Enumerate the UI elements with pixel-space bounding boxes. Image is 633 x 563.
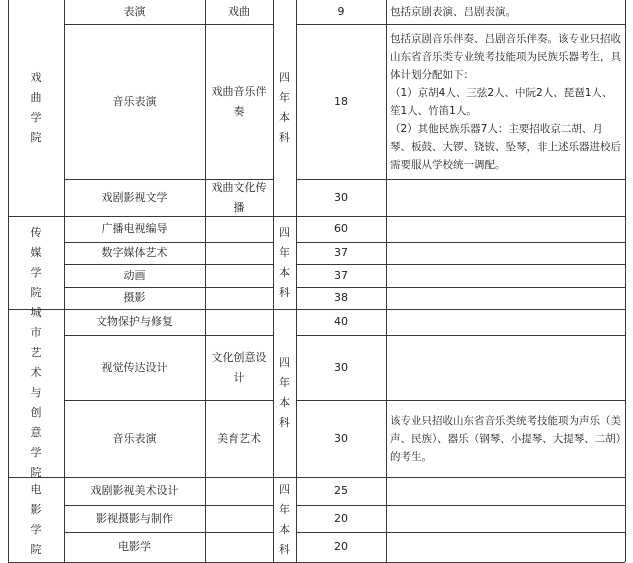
study-duration-char: 四 [279,225,290,239]
college-name-char: 与 [30,386,42,399]
major-cell: 广播电视编导 [101,222,168,235]
remarks-cell [386,309,625,335]
college-name-cell [8,216,64,309]
remarks-cell [386,477,625,505]
study-duration-cell [273,216,296,309]
college-name-char: 传 [30,225,42,239]
remarks-cell [386,532,625,562]
major-cell: 表演 [123,5,146,18]
direction-cell [205,216,273,242]
plan-count-cell: 30 [334,190,348,204]
remarks-cell [386,287,625,309]
plan-count-cell: 9 [337,5,345,18]
college-name-char: 学 [30,522,42,536]
study-duration-cell [273,477,296,562]
remarks-cell [386,24,625,179]
direction-cell: 戏曲 [228,5,250,18]
study-duration-char: 本 [279,522,290,536]
plan-count-cell: 20 [334,540,348,553]
direction-cell [205,532,273,562]
college-name-char: 学 [30,446,42,459]
college-name-char: 术 [30,366,42,379]
major-cell: 数字媒体艺术 [101,246,168,259]
college-name-cell [8,306,64,479]
major-cell: 影视摄影与制作 [96,511,173,525]
plan-count-cell: 30 [334,360,348,374]
study-duration-char: 年 [279,502,290,516]
major-cell: 音乐表演 [112,431,157,445]
direction-cell: 美育艺术 [217,431,261,445]
study-duration-char: 年 [279,376,290,389]
college-name-char: 戏 [30,71,42,84]
major-cell: 动画 [123,268,146,282]
column-rule-6 [625,0,626,562]
direction-cell: 戏曲音乐伴奏 [211,84,267,118]
study-duration-char: 四 [279,356,290,369]
college-name-char: 意 [30,426,42,439]
remarks-cell [386,505,625,532]
major-cell: 电影学 [118,540,151,553]
college-name-char: 媒 [30,245,42,259]
plan-count-cell: 37 [334,246,348,259]
plan-count-cell: 40 [334,315,348,328]
plan-count-cell: 60 [334,222,348,235]
study-duration-char: 年 [279,245,290,259]
remarks-cell [386,335,625,400]
study-duration-cell [273,0,296,216]
college-name-char: 城 [30,306,42,319]
college-name-char: 艺 [30,346,42,359]
study-duration-char: 四 [279,71,290,84]
plan-count-cell: 18 [334,94,348,108]
college-name-char: 学 [30,265,42,279]
college-name-char: 院 [30,131,42,144]
remarks-text: 该专业只招收山东省音乐类统考技能项为声乐（美声、民族）、器乐（钢琴、小提琴、大提琴、二胡）的考生。 [390,414,621,463]
major-cell: 音乐表演 [112,94,157,108]
direction-cell [205,309,273,335]
major-cell: 文物保护与修复 [96,315,173,328]
college-name-char: 电 [30,482,42,496]
college-name-cell [8,477,64,562]
major-cell: 摄影 [123,291,146,304]
study-duration-char: 年 [279,91,290,104]
remarks-cell [386,216,625,242]
study-duration-char: 本 [279,265,290,279]
study-duration-char: 科 [279,416,290,429]
remarks-cell [386,0,625,24]
direction-cell [205,264,273,287]
major-cell: 戏剧影视美术设计 [90,484,179,497]
remarks-text: 包括京剧音乐伴奏、吕剧音乐伴奏。该专业只招收山东省音乐类专业统考技能项为民族乐器考生，具体计划分配如下： （1）京胡4人、三弦2人、中阮2人、琵琶1人、笙1人、竹笛1人。 （2）其他民族乐器7人：主要招收京二胡、月琴、板鼓、大锣、铙钹、坠琴，非上述乐器进校后需要服从学校统一调配。 [390,32,621,171]
college-name-char: 影 [30,502,42,516]
study-duration-char: 科 [279,542,290,556]
direction-cell: 文化创意设计 [211,350,267,384]
college-name-char: 院 [30,285,42,299]
college-name-cell [8,0,64,216]
college-name-char: 院 [30,466,42,479]
study-duration-char: 四 [279,482,290,496]
remarks-cell [386,242,625,264]
plan-count-cell: 37 [334,268,348,282]
direction-cell [205,242,273,264]
college-name-char: 曲 [30,91,42,104]
college-name-char: 学 [30,111,42,124]
plan-count-cell: 38 [334,291,348,304]
remarks-text: 包括京剧表演、吕剧表演。 [390,6,516,18]
remarks-cell [386,264,625,287]
plan-count-cell: 20 [334,511,348,525]
direction-cell [205,287,273,309]
study-duration-char: 科 [279,131,290,144]
plan-count-cell: 25 [334,484,348,497]
plan-count-cell: 30 [334,431,348,445]
study-duration-cell [273,309,296,477]
major-cell: 视觉传达设计 [101,360,168,374]
college-name-char: 市 [30,326,42,339]
major-cell: 戏剧影视文学 [101,190,168,204]
remarks-cell [386,400,625,477]
study-duration-char: 本 [279,111,290,124]
college-name-char: 创 [30,406,42,419]
direction-cell [205,477,273,505]
study-duration-char: 科 [279,285,290,299]
direction-cell: 戏曲文化传播 [211,180,267,214]
college-name-char: 院 [30,542,42,556]
study-duration-char: 本 [279,396,290,409]
direction-cell [205,505,273,532]
remarks-cell [386,179,625,216]
